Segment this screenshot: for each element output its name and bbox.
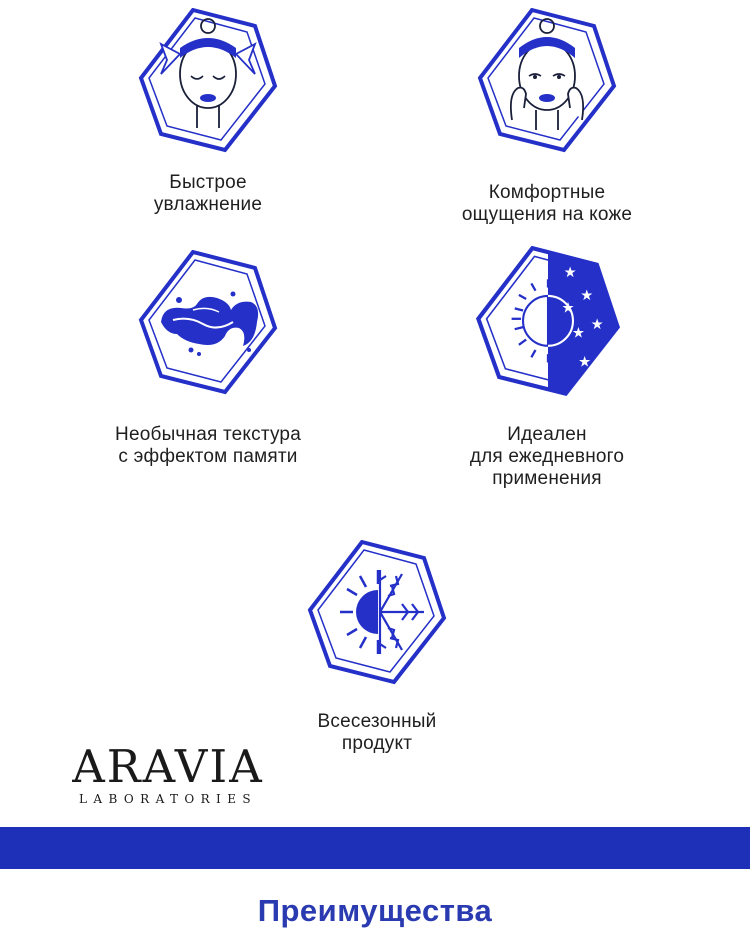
svg-text:★: ★ <box>571 324 585 342</box>
feature-caption: Быстрое увлажнение <box>153 172 263 215</box>
brand-logo <box>62 742 274 806</box>
face-touching-cheek-icon <box>472 8 622 158</box>
feature-caption: Необычная текстура с эффектом памяти <box>115 424 301 467</box>
svg-text:★: ★ <box>590 316 604 334</box>
sun-and-night-stars-icon <box>470 246 626 402</box>
brand-subtitle: LABORATORIES <box>79 792 257 806</box>
feature-caption: Идеален для ежедневного применения <box>469 424 625 489</box>
svg-text:★: ★ <box>561 299 575 317</box>
cream-swirl-icon <box>133 250 283 400</box>
page-title: Преимущества <box>257 893 493 928</box>
svg-text:★: ★ <box>578 353 592 371</box>
accent-band <box>0 827 750 869</box>
feature-caption: Комфортные ощущения на коже <box>461 182 633 225</box>
sun-and-snowflake-icon <box>302 540 452 690</box>
svg-text:★: ★ <box>563 264 577 282</box>
face-with-headband-icon <box>133 8 283 158</box>
svg-text:★: ★ <box>580 287 594 305</box>
feature-caption: Всесезонный продукт <box>317 711 437 754</box>
brand-name: ARAVIA <box>72 740 264 793</box>
